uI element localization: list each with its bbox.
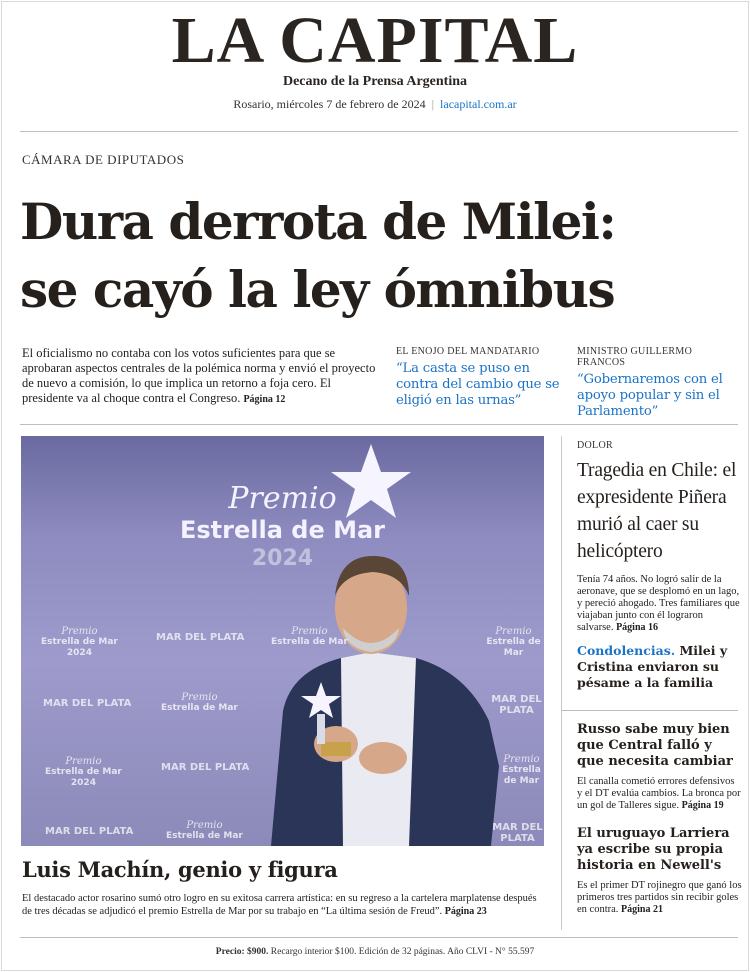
condolences-label: Condolencias. bbox=[577, 643, 676, 658]
dateline-separator: | bbox=[431, 97, 435, 111]
footer-divider bbox=[20, 937, 738, 938]
side-headline[interactable]: Tragedia en Chile: el expresidente Piñera murió al caer su helicóptero bbox=[577, 460, 737, 562]
main-lead bbox=[22, 346, 382, 407]
backdrop-logo: Premio Estrella de Mar bbox=[271, 626, 348, 647]
backdrop-logo: Premio Estrella de Mar bbox=[502, 754, 541, 786]
lead-photo[interactable] bbox=[21, 436, 544, 846]
backdrop-logo: Premio Estrella de Mar bbox=[166, 820, 243, 841]
backdrop-sponsor: MAR DEL PLATA bbox=[161, 762, 250, 773]
award-title: Premio bbox=[228, 481, 337, 516]
quote-block-1[interactable] bbox=[396, 346, 561, 409]
side-body bbox=[577, 574, 742, 634]
backdrop-logo: Premio Estrella de Mar 2024 bbox=[41, 626, 118, 658]
section-divider bbox=[20, 424, 738, 425]
backdrop-sponsor: MAR DEL PLATA bbox=[156, 632, 245, 643]
quote-1-kicker: EL ENOJO DEL MANDATARIO bbox=[396, 346, 540, 357]
newspaper-logo[interactable]: LA CAPITAL bbox=[171, 4, 579, 77]
story2-page-ref[interactable]: Página 19 bbox=[681, 800, 724, 811]
trophy-base bbox=[321, 742, 351, 756]
quote-2-kicker: MINISTRO GUILLERMO FRANCOS bbox=[577, 346, 693, 368]
backdrop-logo: Premio Estrella de Mar bbox=[486, 626, 541, 658]
column-divider bbox=[561, 436, 562, 930]
quote-2-text: “Gobernaremos con el apoyo popular y sin el Parlamento” bbox=[577, 372, 723, 419]
edition-date: Rosario, miércoles 7 de febrero de 2024 bbox=[233, 97, 426, 111]
footer-info: Recargo interior $100. Edición de 32 páginas. Año CLVI - N° 55.597 bbox=[268, 947, 535, 957]
footer bbox=[0, 947, 750, 957]
main-section-tag: CÁMARA DE DIPUTADOS bbox=[22, 152, 185, 167]
story3-body bbox=[577, 880, 742, 916]
story3-headline[interactable]: El uruguayo Larriera ya escribe su propia historia en Newell's bbox=[577, 826, 730, 873]
dateline bbox=[0, 97, 750, 112]
masthead-divider bbox=[20, 131, 738, 132]
side-page-ref[interactable]: Página 16 bbox=[616, 622, 659, 633]
photo-story-headline[interactable]: Luis Machín, genio y figura bbox=[22, 857, 338, 882]
photo-story-text bbox=[22, 892, 542, 918]
backdrop-sponsor: MAR DEL PLATA bbox=[45, 826, 134, 837]
side-divider bbox=[562, 710, 738, 711]
quote-1-text: “La casta se puso en contra del cambio que se eligió en las urnas” bbox=[396, 361, 560, 408]
photo-story-page-ref[interactable]: Página 23 bbox=[444, 906, 487, 917]
main-headline-line1: Dura derrota de Milei: bbox=[20, 192, 616, 251]
side-body-text: Tenía 74 años. No logró salir de la aeronave, que se desplomó en un lago, y pereció ahogado. Tres familiares que viajaban junto con él lograron salvarse. bbox=[577, 574, 740, 633]
story2-headline[interactable]: Russo sabe muy bien que Central falló y que necesita cambiar bbox=[577, 722, 733, 769]
main-lead-text: El oficialismo no contaba con los votos suficientes para que se aprobaran aspectos centrales de la polémica norma y envió el proyecto de nuevo a comisión, lo que implica un retorno a foja cero. El presidente va al choque contra el Congreso. bbox=[22, 346, 376, 405]
photo-story-body: El destacado actor rosarino sumó otro logro en su exitosa carrera artística: en su regreso a la cartelera marplatense después de tres décadas se adjudicó el premio Estrella de Mar por su trabajo en “La última sesión de Freud”. bbox=[22, 893, 537, 917]
main-lead-page-ref[interactable]: Página 12 bbox=[243, 394, 286, 405]
condolences-brief[interactable] bbox=[577, 643, 742, 691]
backdrop-logo: Premio Estrella de Mar bbox=[161, 692, 238, 713]
story3-page-ref[interactable]: Página 21 bbox=[621, 904, 663, 915]
backdrop-sponsor: MAR DEL PLATA bbox=[492, 822, 543, 844]
main-headline-line2: se cayó la ley ómnibus bbox=[20, 260, 615, 319]
masthead bbox=[0, 0, 750, 132]
backdrop-sponsor: MAR DEL PLATA bbox=[43, 698, 132, 709]
story2-body bbox=[577, 776, 742, 812]
award-subtitle: Estrella de Mar bbox=[180, 516, 385, 544]
story3-body-text: Es el primer DT rojinegro que ganó los primeros tres partidos sin recibir goles en contra. bbox=[577, 880, 742, 915]
side-kicker: DOLOR bbox=[577, 440, 613, 451]
tagline: Decano de la Prensa Argentina bbox=[282, 74, 468, 89]
main-headline[interactable] bbox=[20, 188, 730, 324]
condolences-text: Milei y Cristina enviaron su pésame a la familia bbox=[577, 643, 728, 690]
quote-block-2[interactable] bbox=[577, 346, 742, 420]
backdrop-sponsor: MAR DEL PLATA bbox=[491, 694, 542, 716]
site-link[interactable]: lacapital.com.ar bbox=[440, 97, 517, 111]
backdrop-logo: Premio Estrella de Mar 2024 bbox=[45, 756, 122, 788]
story2-body-text: El canalla cometió errores defensivos y el DT evalúa cambios. La bronca por un gol de Talleres sigue. bbox=[577, 776, 741, 811]
price-label: Precio: $900. bbox=[215, 947, 269, 957]
award-year: 2024 bbox=[251, 546, 314, 571]
